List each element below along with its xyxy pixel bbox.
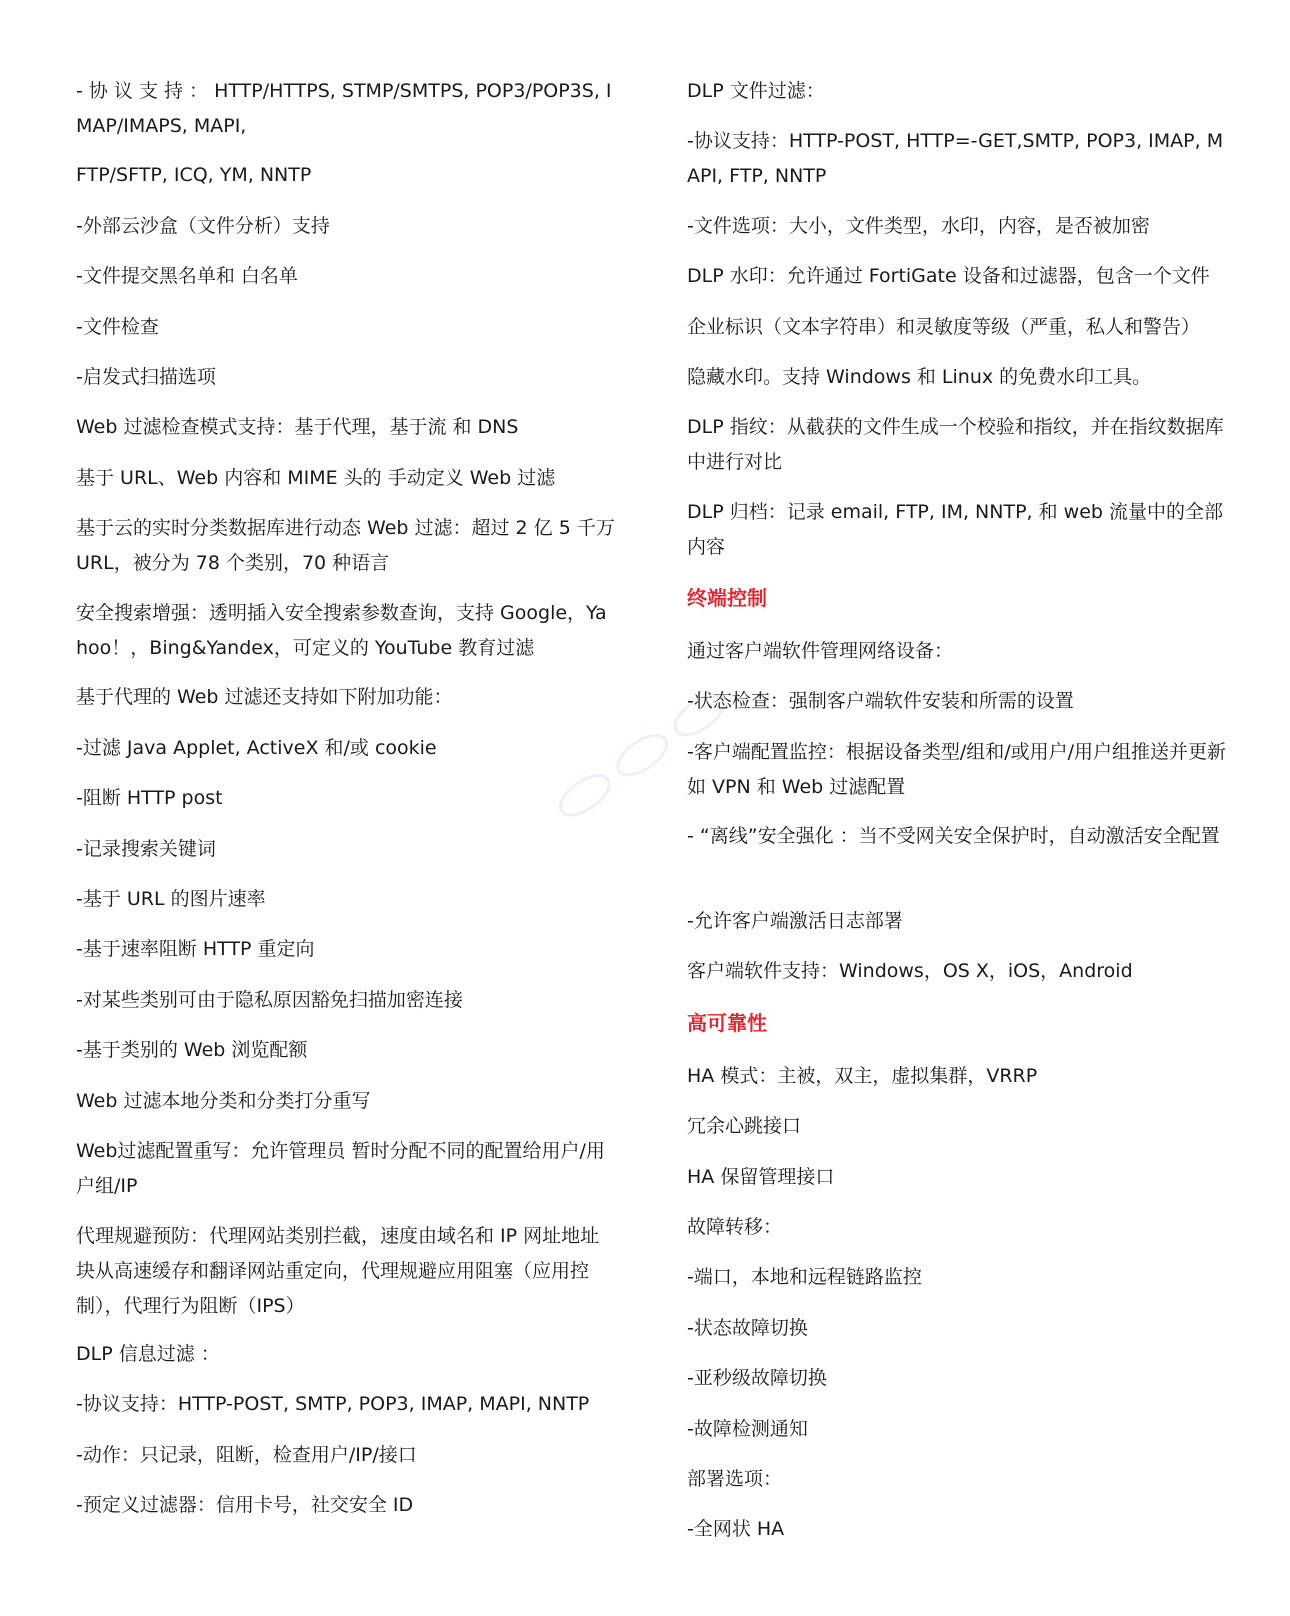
hidden-watermark-line: 隐藏水印。支持 Windows 和 Linux 的免费水印工具。 [687, 366, 1152, 388]
predefined-filter-line: -预定义过滤器：信用卡号，社交安全 ID [76, 1494, 414, 1516]
dlp-action-line: -动作：只记录，阻断，检查用户/IP/接口 [76, 1444, 417, 1466]
dlp-protocol-line: -协议支持：HTTP-POST, SMTP, POP3, IMAP, MAPI, NNTP [76, 1393, 590, 1415]
proxy-web-filter-line: 基于代理的 Web 过滤还支持如下附加功能： [76, 686, 453, 708]
high-availability-heading: 高可靠性 [687, 1011, 767, 1035]
safe-search-line: 安全搜索增强：透明插入安全搜索参数查询，支持 Google，Yahoo！，Bing&Yandex，可定义的 YouTube 教育过滤 [76, 602, 607, 659]
client-log-line: -允许客户端激活日志部署 [687, 910, 903, 932]
block-http-post-line: -阻断 HTTP post [76, 787, 223, 809]
local-category-line: Web 过滤本地分类和分类打分重写 [76, 1090, 371, 1112]
dlp-archive-line: DLP 归档：记录 email, FTP, IM, NNTP, 和 web 流量中的全部内容 [687, 501, 1223, 558]
privacy-exempt-line: -对某些类别可由于隐私原因豁免扫描加密连接 [76, 989, 463, 1011]
status-check-line: -状态检查：强制客户端软件安装和所需的设置 [687, 690, 1074, 712]
failure-notify-line: -故障检测通知 [687, 1418, 808, 1440]
dlp-message-filter-line: DLP 信息过滤 ： [76, 1343, 220, 1365]
full-mesh-ha-line: -全网状 HA [687, 1518, 785, 1540]
client-os-support-line: 客户端软件支持：Windows，OS X，iOS，Android [687, 960, 1133, 982]
dlp-file-protocol-line: -协议支持：HTTP-POST, HTTP=-GET,SMTP, POP3, IMAP, MAPI, FTP, NNTP [687, 130, 1224, 187]
protocol-list-line: FTP/SFTP, ICQ, YM, NNTP [76, 164, 312, 186]
stateful-failover-line: -状态故障切换 [687, 1317, 808, 1339]
protocol-support-line: - 协 议 支 持 ： HTTP/HTTPS, STMP/SMTPS, POP3/POP3S, IMAP/IMAPS, MAPI, [76, 80, 612, 137]
offline-hardening-line: - “离线”安全强化 ：当不受网关安全保护时，自动激活安全配置 [687, 825, 1220, 847]
cloud-web-filter-line: 基于云的实时分类数据库进行动态 Web 过滤：超过 2 亿 5 千万 URL，被分为 78 个类别，70 种语言 [76, 517, 615, 574]
client-management-line: 通过客户端软件管理网络设备： [687, 640, 954, 662]
link-monitor-line: -端口，本地和远程链路监控 [687, 1266, 922, 1288]
failover-line: 故障转移： [687, 1216, 783, 1238]
enterprise-id-line: 企业标识（文本字符串）和灵敏度等级（严重，私人和警告） [687, 316, 1201, 338]
heuristic-scan-line: -启发式扫描选项 [76, 366, 216, 388]
proxy-avoidance-line: 代理规避预防：代理网站类别拦截，速度由域名和 IP 网址地址块从高速缓存和翻译网站重定向，代理规避应用阻塞（应用控制），代理行为阻断（IPS） [76, 1225, 600, 1317]
ha-mode-line: HA 模式：主被，双主，虚拟集群，VRRP [687, 1065, 1038, 1087]
dlp-file-filter-line: DLP 文件过滤： [687, 80, 825, 102]
log-search-keywords-line: -记录搜索关键词 [76, 838, 216, 860]
cloud-sandbox-line: -外部云沙盒（文件分析）支持 [76, 215, 330, 237]
file-inspection-line: -文件检查 [76, 316, 159, 338]
client-config-monitor-line: -客户端配置监控：根据设备类型/组和/或用户/用户组推送并更新如 VPN 和 Web 过滤配置 [687, 741, 1227, 798]
manual-web-filter-line: 基于 URL、Web 内容和 MIME 头的 手动定义 Web 过滤 [76, 467, 556, 489]
profile-override-line: Web过滤配置重写：允许管理员 暂时分配不同的配置给用户/用户组/IP [76, 1140, 605, 1197]
block-redirect-line: -基于速率阻断 HTTP 重定向 [76, 938, 315, 960]
file-options-line: -文件选项：大小，文件类型，水印，内容，是否被加密 [687, 215, 1150, 237]
deployment-options-line: 部署选项： [687, 1468, 783, 1490]
filter-java-line: -过滤 Java Applet, ActiveX 和/或 cookie [76, 737, 437, 759]
browsing-quota-line: -基于类别的 Web 浏览配额 [76, 1039, 308, 1061]
dlp-watermark-line: DLP 水印：允许通过 FortiGate 设备和过滤器，包含一个文件 [687, 265, 1210, 287]
endpoint-control-heading: 终端控制 [687, 586, 767, 610]
redundant-heartbeat-line: 冗余心跳接口 [687, 1115, 802, 1137]
url-image-rating-line: -基于 URL 的图片速率 [76, 888, 266, 910]
dlp-fingerprint-line: DLP 指纹：从截获的文件生成一个校验和指纹，并在指纹数据库中进行对比 [687, 416, 1224, 473]
file-blacklist-line: -文件提交黑名单和 白名单 [76, 265, 298, 287]
web-filter-mode-line: Web 过滤检查模式支持：基于代理，基于流 和 DNS [76, 416, 519, 438]
subsecond-failover-line: -亚秒级故障切换 [687, 1367, 827, 1389]
ha-reserved-mgmt-line: HA 保留管理接口 [687, 1166, 835, 1188]
